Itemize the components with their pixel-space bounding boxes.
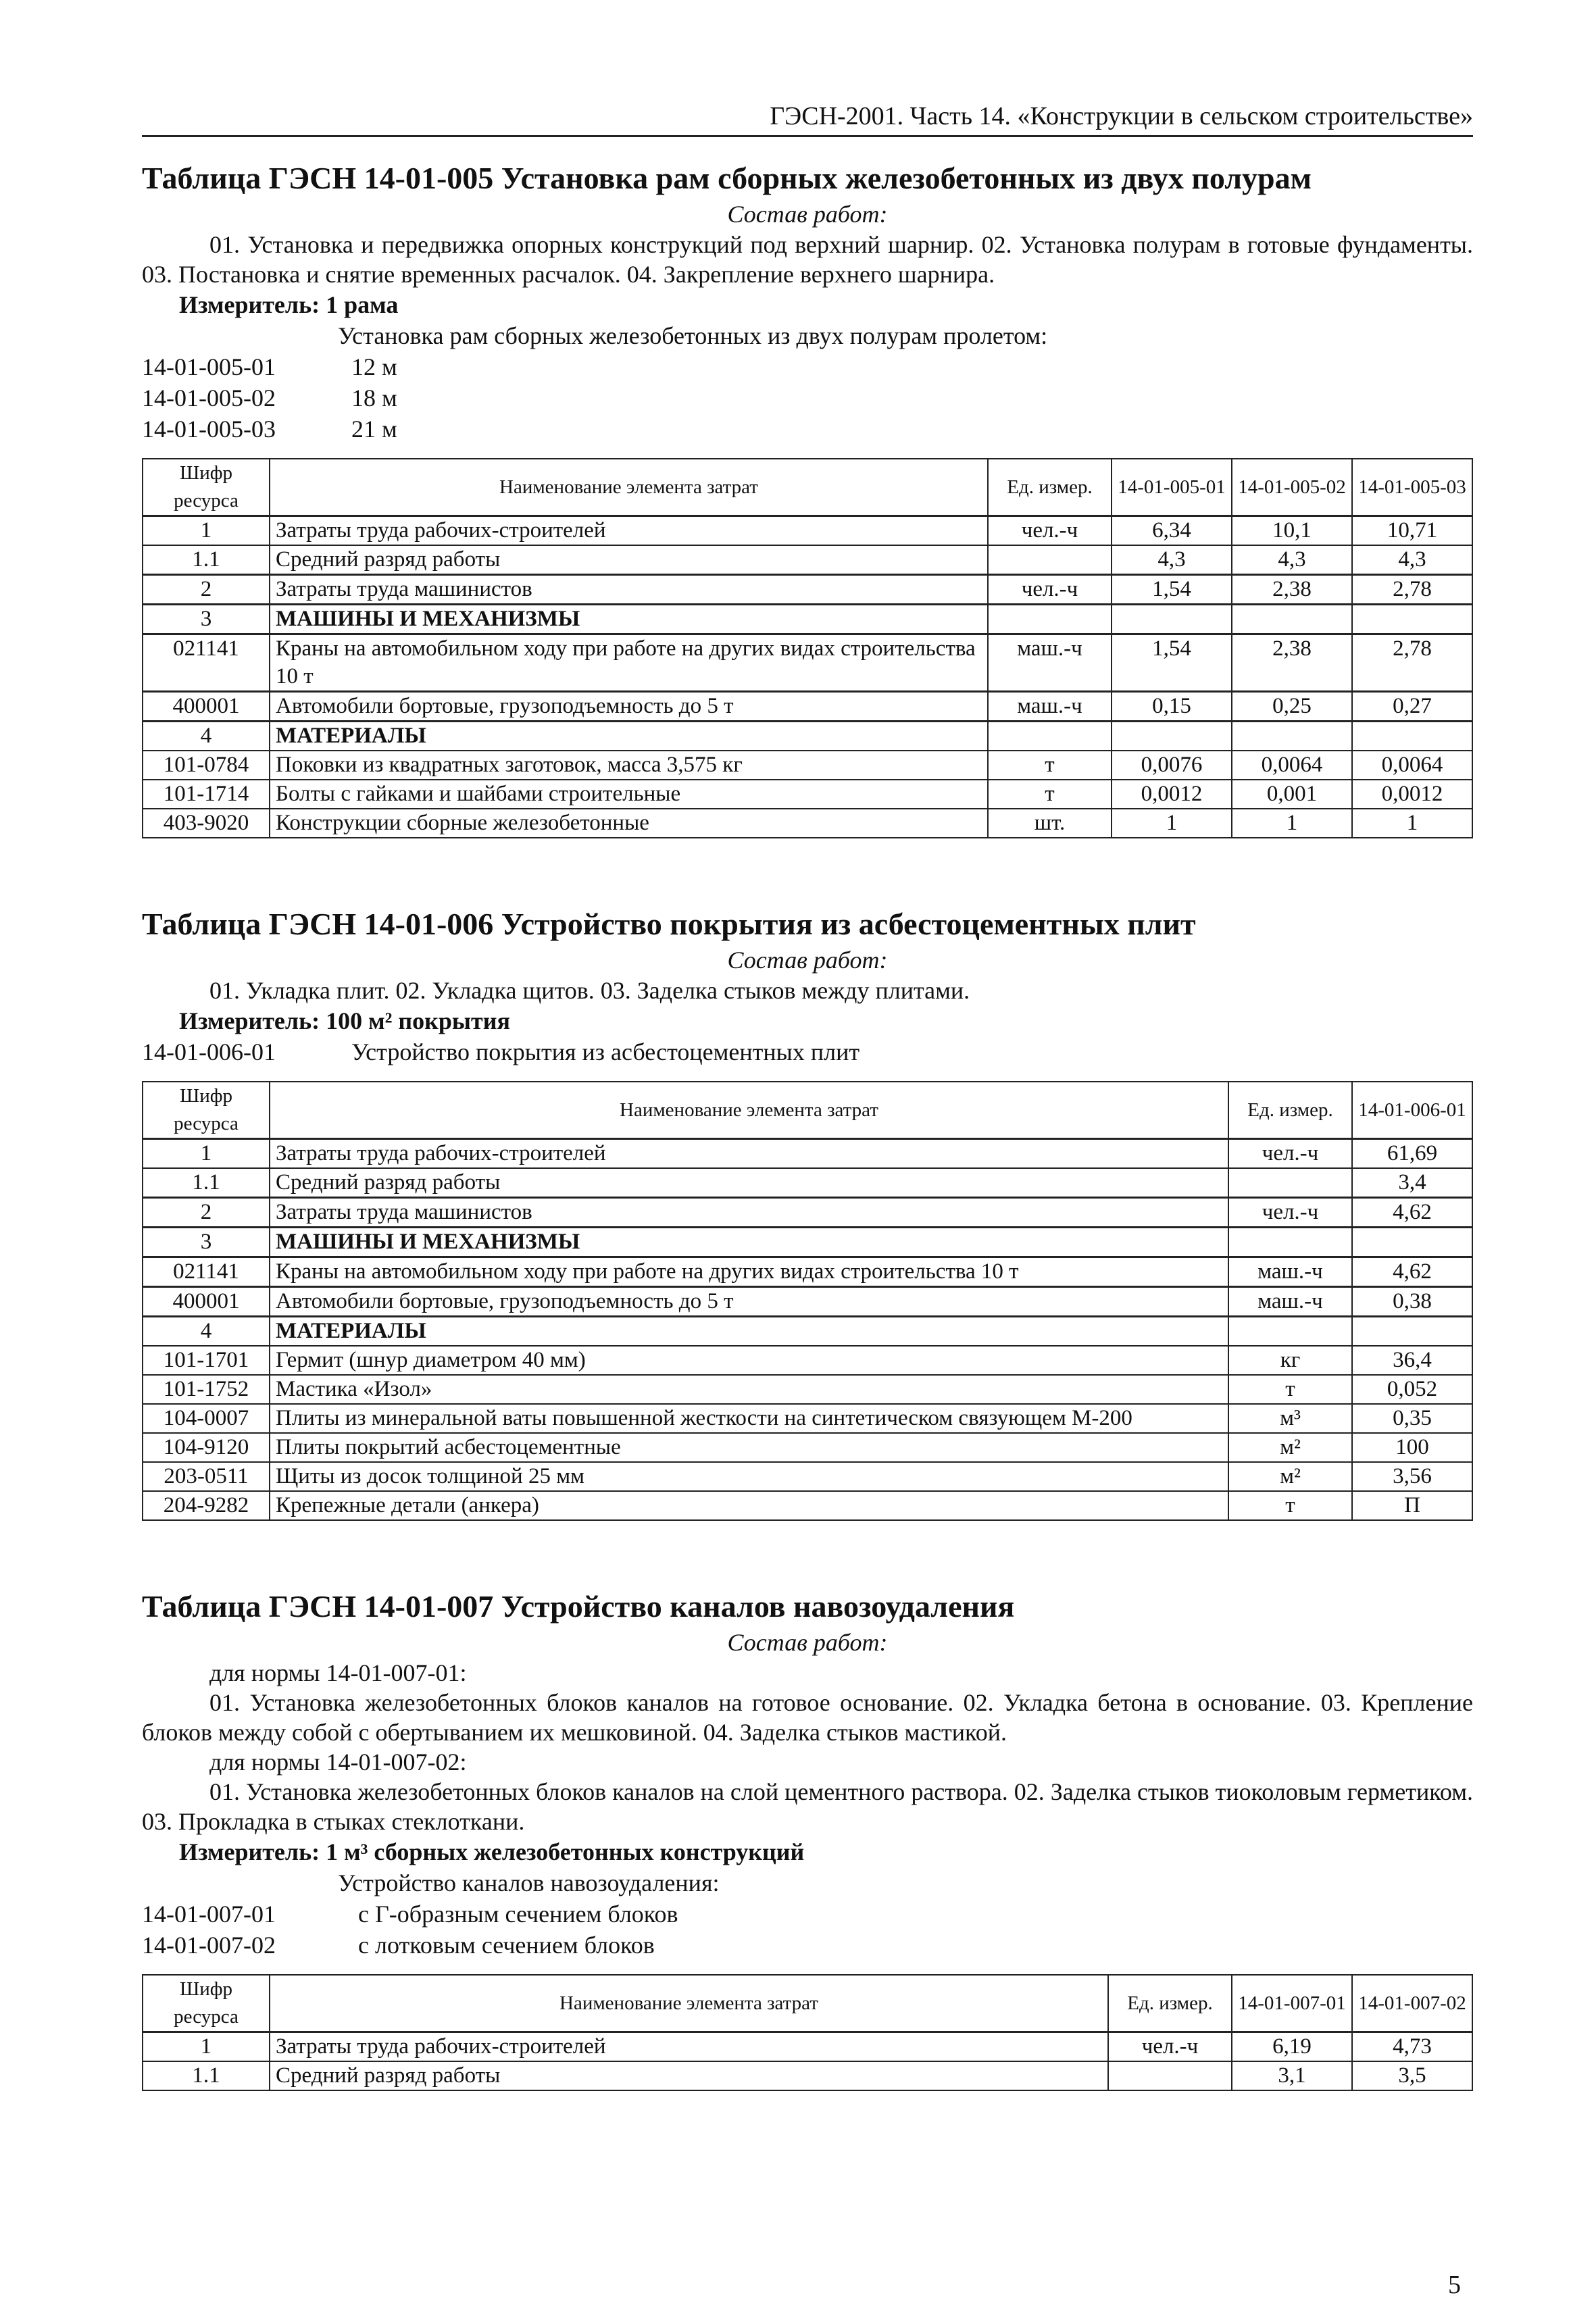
cell-value: 0,35 (1352, 1404, 1472, 1433)
table-row (143, 751, 1472, 780)
norm-code: 14-01-006-01 (142, 1038, 276, 1065)
norm-row (142, 382, 1473, 413)
table-row (143, 545, 1472, 575)
cell-unit (988, 545, 1112, 575)
table-row (143, 1462, 1472, 1491)
cell-name: Затраты труда рабочих-строителей (270, 516, 988, 546)
cell-value: 0,0012 (1352, 780, 1472, 809)
table-title: Таблица ГЭСН 14-01-005 Установка рам сборных железобетонных из двух полурам (142, 161, 1312, 195)
cell-code: 1 (143, 2032, 270, 2062)
cell-unit: м² (1228, 1462, 1352, 1491)
cell-code: 1.1 (143, 1168, 270, 1198)
cell-name: Краны на автомобильном ходу при работе на других видах строительства 10 т (270, 634, 988, 692)
cell-code: 101-1752 (143, 1375, 270, 1404)
norm-desc: 12 м (351, 353, 397, 380)
table-row (143, 1433, 1472, 1462)
cell-value: 6,34 (1112, 516, 1232, 546)
table-row (143, 1168, 1472, 1198)
table-row (143, 2032, 1472, 2062)
norm-row (142, 1036, 1473, 1067)
table-row (143, 1287, 1472, 1317)
norm-code: 14-01-007-01 (142, 1901, 276, 1928)
cell-value: 36,4 (1352, 1346, 1472, 1375)
cell-code: 4 (143, 722, 270, 751)
norm-subtitle: Установка рам сборных железобетонных из двух полурам пролетом: (338, 322, 1048, 349)
resource-table (142, 1974, 1473, 2091)
cell-name: Автомобили бортовые, грузоподъемность до 5 т (270, 1287, 1228, 1317)
cell-code: 101-0784 (143, 751, 270, 780)
cell-unit: маш.-ч (988, 634, 1112, 692)
cell-name: Автомобили бортовые, грузоподъемность до 5 т (270, 692, 988, 722)
cell-value: 2,38 (1232, 634, 1352, 692)
cell-value (1112, 722, 1232, 751)
cell-value: 10,71 (1352, 516, 1472, 546)
table-row (143, 2061, 1472, 2090)
norm-row (142, 1930, 1473, 1961)
cell-code: 104-0007 (143, 1404, 270, 1433)
cell-value: 0,25 (1232, 692, 1352, 722)
table-row (143, 809, 1472, 838)
for-norm-2: для нормы 14-01-007-02: (209, 1749, 467, 1776)
cell-code: 403-9020 (143, 809, 270, 838)
table-row (143, 1404, 1472, 1433)
norm-row (142, 1898, 1473, 1930)
cell-unit: маш.-ч (1228, 1257, 1352, 1287)
cell-code: 1 (143, 516, 270, 546)
cell-value (1232, 605, 1352, 634)
section-14-01-006 (142, 906, 1473, 1521)
cell-unit: чел.-ч (988, 575, 1112, 605)
cell-unit: чел.-ч (1228, 1198, 1352, 1228)
document-page (142, 101, 1473, 2159)
cell-name: Поковки из квадратных заготовок, масса 3,575 кг (270, 751, 988, 780)
section-14-01-007 (142, 1588, 1473, 2091)
cell-name: МАШИНЫ И МЕХАНИЗМЫ (270, 605, 988, 634)
cell-value (1352, 722, 1472, 751)
cell-value: 4,62 (1352, 1257, 1472, 1287)
cell-name: Крепежные детали (анкера) (270, 1491, 1228, 1520)
header-norm-col: 14-01-005-01 (1112, 459, 1232, 516)
cell-unit: т (988, 780, 1112, 809)
table-row (143, 722, 1472, 751)
cell-value: 1 (1232, 809, 1352, 838)
norm-subtitle: Устройство каналов навозоудаления: (338, 1869, 720, 1896)
header-name: Наименование элемента затрат (270, 1975, 1108, 2032)
table-header-row (143, 1975, 1472, 2032)
cell-code: 203-0511 (143, 1462, 270, 1491)
header-norm-col: 14-01-006-01 (1352, 1082, 1472, 1139)
works-text-2: 01. Установка железобетонных блоков каналов на слой цементного раствора. 02. Заделка стыков тиоколовым герметиком. 03. Прокладка в стыках стеклоткани. (142, 1778, 1473, 1835)
table-row (143, 780, 1472, 809)
cell-unit: чел.-ч (1228, 1139, 1352, 1169)
norm-desc: 21 м (351, 416, 397, 443)
cell-unit: м² (1228, 1433, 1352, 1462)
cell-unit: м³ (1228, 1404, 1352, 1433)
cell-code: 101-1701 (143, 1346, 270, 1375)
cell-value: 2,78 (1352, 634, 1472, 692)
table-row (143, 1491, 1472, 1520)
cell-value: 1,54 (1112, 634, 1232, 692)
cell-value: 3,5 (1352, 2061, 1472, 2090)
header-unit: Ед. измер. (988, 459, 1112, 516)
table-row (143, 1317, 1472, 1347)
sostav-heading: Состав работ: (727, 201, 888, 228)
table-row (143, 1375, 1472, 1404)
cell-value (1232, 722, 1352, 751)
cell-unit (1228, 1228, 1352, 1257)
cell-name: Краны на автомобильном ходу при работе на других видах строительства 10 т (270, 1257, 1228, 1287)
cell-value (1352, 1317, 1472, 1347)
cell-name: Щиты из досок толщиной 25 мм (270, 1462, 1228, 1491)
cell-unit: маш.-ч (1228, 1287, 1352, 1317)
cell-code: 104-9120 (143, 1433, 270, 1462)
cell-code: 021141 (143, 1257, 270, 1287)
cell-code: 4 (143, 1317, 270, 1347)
cell-value (1352, 1228, 1472, 1257)
cell-value: 4,3 (1352, 545, 1472, 575)
header-norm-col: 14-01-005-02 (1232, 459, 1352, 516)
cell-name: Средний разряд работы (270, 1168, 1228, 1198)
norm-desc: с лотковым сечением блоков (358, 1932, 655, 1959)
resource-table (142, 1081, 1473, 1521)
sostav-heading: Состав работ: (727, 1629, 888, 1656)
header-unit: Ед. измер. (1108, 1975, 1232, 2032)
table-row (143, 1346, 1472, 1375)
cell-value: 4,3 (1112, 545, 1232, 575)
cell-unit: т (1228, 1491, 1352, 1520)
cell-code: 1.1 (143, 545, 270, 575)
cell-value: 100 (1352, 1433, 1472, 1462)
cell-value: 61,69 (1352, 1139, 1472, 1169)
norm-desc: Устройство покрытия из асбестоцементных плит (351, 1038, 860, 1065)
table-row (143, 1139, 1472, 1169)
cell-value: 10,1 (1232, 516, 1352, 546)
table-row (143, 575, 1472, 605)
norm-desc: 18 м (351, 384, 397, 411)
cell-code: 2 (143, 575, 270, 605)
cell-value: П (1352, 1491, 1472, 1520)
cell-name: Гермит (шнур диаметром 40 мм) (270, 1346, 1228, 1375)
cell-code: 3 (143, 605, 270, 634)
cell-value: 2,38 (1232, 575, 1352, 605)
cell-name: МАТЕРИАЛЫ (270, 722, 988, 751)
cell-value: 2,78 (1352, 575, 1472, 605)
cell-name: Затраты труда машинистов (270, 575, 988, 605)
cell-value: 0,052 (1352, 1375, 1472, 1404)
table-row (143, 516, 1472, 546)
table-header-row (143, 1082, 1472, 1139)
norm-code: 14-01-005-03 (142, 416, 276, 443)
cell-name: Затраты труда рабочих-строителей (270, 1139, 1228, 1169)
section-14-01-005 (142, 160, 1473, 838)
cell-unit (1108, 2061, 1232, 2090)
cell-code: 1 (143, 1139, 270, 1169)
cell-unit: т (1228, 1375, 1352, 1404)
norm-code: 14-01-005-02 (142, 384, 276, 411)
norm-desc: с Г-образным сечением блоков (358, 1901, 678, 1928)
cell-value: 0,0012 (1112, 780, 1232, 809)
resource-table (142, 458, 1473, 838)
cell-code: 400001 (143, 1287, 270, 1317)
cell-value: 3,56 (1352, 1462, 1472, 1491)
cell-value: 0,0076 (1112, 751, 1232, 780)
cell-value: 0,15 (1112, 692, 1232, 722)
header-name: Наименование элемента затрат (270, 459, 988, 516)
table-row (143, 692, 1472, 722)
cell-value: 0,001 (1232, 780, 1352, 809)
table-row (143, 634, 1472, 692)
cell-name: Плиты из минеральной ваты повышенной жесткости на синтетическом связующем М-200 (270, 1404, 1228, 1433)
cell-unit (988, 605, 1112, 634)
table-row (143, 605, 1472, 634)
cell-code: 3 (143, 1228, 270, 1257)
cell-value: 3,1 (1232, 2061, 1352, 2090)
cell-unit (1228, 1317, 1352, 1347)
works-text: 01. Установка и передвижка опорных конструкций под верхний шарнир. 02. Установка полурам в готовые фундаменты. 03. Постановка и снятие временных расчалок. 04. Закрепление верхнего шарнира. (142, 231, 1473, 288)
header-code: Шифр ресурса (143, 459, 270, 516)
norm-row (142, 351, 1473, 382)
cell-name: Конструкции сборные железобетонные (270, 809, 988, 838)
cell-value: 6,19 (1232, 2032, 1352, 2062)
izmeritel: Измеритель: 100 м² покрытия (179, 1007, 510, 1034)
header-norm-col: 14-01-005-03 (1352, 459, 1472, 516)
for-norm-1: для нормы 14-01-007-01: (209, 1659, 467, 1686)
header-unit: Ед. измер. (1228, 1082, 1352, 1139)
cell-name: МАШИНЫ И МЕХАНИЗМЫ (270, 1228, 1228, 1257)
cell-unit: чел.-ч (988, 516, 1112, 546)
sostav-heading: Состав работ: (727, 947, 888, 974)
cell-value: 4,73 (1352, 2032, 1472, 2062)
header-norm-col: 14-01-007-02 (1352, 1975, 1472, 2032)
cell-code: 021141 (143, 634, 270, 692)
cell-value: 0,0064 (1352, 751, 1472, 780)
cell-value (1352, 605, 1472, 634)
cell-value: 1 (1112, 809, 1232, 838)
header-norm-col: 14-01-007-01 (1232, 1975, 1352, 2032)
cell-code: 400001 (143, 692, 270, 722)
cell-value: 0,0064 (1232, 751, 1352, 780)
cell-name: Средний разряд работы (270, 2061, 1108, 2090)
header-name: Наименование элемента затрат (270, 1082, 1228, 1139)
cell-unit (1228, 1168, 1352, 1198)
cell-unit: шт. (988, 809, 1112, 838)
cell-value: 0,38 (1352, 1287, 1472, 1317)
cell-value: 1 (1352, 809, 1472, 838)
cell-name: Болты с гайками и шайбами строительные (270, 780, 988, 809)
table-title: Таблица ГЭСН 14-01-007 Устройство каналов навозоудаления (142, 1589, 1015, 1624)
cell-unit: кг (1228, 1346, 1352, 1375)
works-text-1: 01. Установка железобетонных блоков каналов на готовое основание. 02. Укладка бетона в основание. 03. Крепление блоков между собой с обертыванием их мешковиной. 04. Заделка стыков мастикой. (142, 1689, 1473, 1746)
header-code: Шифр ресурса (143, 1975, 270, 2032)
cell-value: 4,3 (1232, 545, 1352, 575)
cell-value (1112, 605, 1232, 634)
cell-name: МАТЕРИАЛЫ (270, 1317, 1228, 1347)
norm-row (142, 413, 1473, 445)
cell-unit (988, 722, 1112, 751)
norm-code: 14-01-007-02 (142, 1932, 276, 1959)
running-header: ГЭСН-2001. Часть 14. «Конструкции в сельском строительстве» (142, 101, 1473, 137)
table-row (143, 1198, 1472, 1228)
cell-name: Плиты покрытий асбестоцементные (270, 1433, 1228, 1462)
cell-unit: маш.-ч (988, 692, 1112, 722)
cell-code: 1.1 (143, 2061, 270, 2090)
izmeritel: Измеритель: 1 м³ сборных железобетонных конструкций (179, 1838, 805, 1865)
izmeritel: Измеритель: 1 рама (179, 291, 399, 318)
works-text: 01. Укладка плит. 02. Укладка щитов. 03. Заделка стыков между плитами. (209, 977, 970, 1004)
cell-value: 4,62 (1352, 1198, 1472, 1228)
page-number: 5 (1448, 2271, 1461, 2299)
cell-name: Средний разряд работы (270, 545, 988, 575)
cell-code: 101-1714 (143, 780, 270, 809)
cell-name: Затраты труда машинистов (270, 1198, 1228, 1228)
cell-value: 0,27 (1352, 692, 1472, 722)
table-row (143, 1257, 1472, 1287)
cell-unit: т (988, 751, 1112, 780)
table-title: Таблица ГЭСН 14-01-006 Устройство покрытия из асбестоцементных плит (142, 907, 1196, 941)
cell-value: 3,4 (1352, 1168, 1472, 1198)
table-header-row (143, 459, 1472, 516)
norm-code: 14-01-005-01 (142, 353, 276, 380)
cell-unit: чел.-ч (1108, 2032, 1232, 2062)
header-code: Шифр ресурса (143, 1082, 270, 1139)
cell-value: 1,54 (1112, 575, 1232, 605)
cell-name: Затраты труда рабочих-строителей (270, 2032, 1108, 2062)
cell-code: 2 (143, 1198, 270, 1228)
table-row (143, 1228, 1472, 1257)
cell-code: 204-9282 (143, 1491, 270, 1520)
cell-name: Мастика «Изол» (270, 1375, 1228, 1404)
